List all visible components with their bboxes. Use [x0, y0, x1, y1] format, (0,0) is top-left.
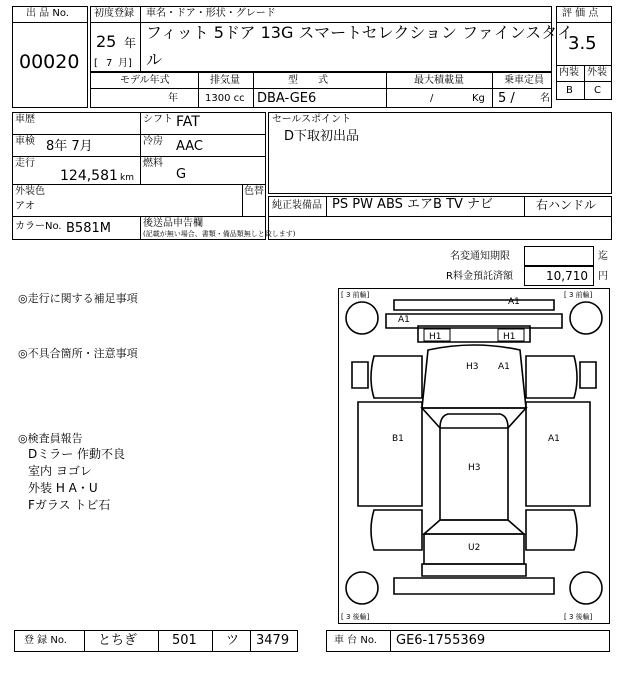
- aftermarket-label: 後送品申告欄: [143, 218, 203, 229]
- recycle-unit: 円: [598, 271, 608, 282]
- steering-value: 右ハンドル: [536, 198, 597, 212]
- front-bumper: [394, 300, 554, 310]
- wheel-front-right: [570, 302, 602, 334]
- shift-label: シフト: [143, 114, 173, 125]
- displacement-label: 排気量: [210, 75, 240, 86]
- max-load-label: 最大積載量: [414, 75, 464, 86]
- left-front-fender: [371, 356, 422, 398]
- equipment-div: [326, 196, 327, 216]
- reg-div-2: [158, 630, 159, 652]
- registration-label: 登 録 No.: [24, 635, 67, 646]
- spec-div-3: [386, 72, 387, 108]
- tire-label-front-right: [ 3 前輪]: [564, 291, 593, 299]
- inspector-line: Dミラー 作動不良: [28, 447, 126, 461]
- displacement-value: 1300 cc: [205, 93, 245, 104]
- type-value: DBA-GE6: [257, 91, 317, 106]
- ac-value: AAC: [176, 139, 203, 154]
- chassis-label: 車 台 No.: [334, 635, 377, 646]
- wheel-rear-left: [346, 572, 378, 604]
- fuel-value: G: [176, 167, 187, 182]
- damage-mark: A1: [508, 297, 520, 307]
- color-no-label: カラーNo.: [15, 221, 62, 232]
- color-label: 外装色: [15, 186, 45, 197]
- color-change-div: [242, 184, 243, 216]
- details-hdiv-1: [12, 134, 266, 135]
- name-change-unit: 迄: [598, 251, 608, 262]
- damage-mark: U2: [468, 543, 481, 553]
- right-mirror: [580, 362, 596, 388]
- details-hdiv-4: [12, 216, 266, 217]
- rear-bumper: [394, 578, 554, 594]
- sales-point-value: D下取初出品: [284, 129, 360, 144]
- chassis-div: [390, 630, 391, 652]
- right-rear-quarter: [526, 510, 577, 550]
- spec-row-mid: [90, 88, 552, 89]
- damage-mark: H3: [466, 362, 479, 372]
- score-value: 3.5: [568, 33, 597, 54]
- capacity-label: 乗車定員: [504, 75, 544, 86]
- first-reg-year: 25: [96, 32, 117, 51]
- capacity-value: 5 /: [498, 91, 515, 106]
- details-hdiv-3: [12, 184, 266, 185]
- recycle-amount: 10,710: [546, 269, 588, 283]
- tire-label-rear-right: [ 3 後輪]: [564, 613, 593, 621]
- color-value: アオ: [15, 201, 35, 212]
- damage-mark: H1: [503, 332, 516, 342]
- equipment-hdiv: [268, 216, 612, 217]
- score-label: 評 価 点: [562, 8, 599, 19]
- left-mirror: [352, 362, 368, 388]
- inspector-line: 外装 H A・U: [28, 481, 98, 495]
- details-hdiv-2: [12, 156, 266, 157]
- first-reg-year-unit: 年: [124, 36, 137, 50]
- right-side-doors: [526, 402, 590, 506]
- car-name-line1: フィット 5ドア 13G スマートセレクション ファインスタイ: [146, 23, 573, 42]
- inspection-label: 車検: [15, 136, 35, 147]
- equipment-value: PS PW ABS エアB TV ナビ: [332, 197, 494, 212]
- hood: [422, 345, 526, 408]
- type-label: 型 式: [288, 75, 328, 86]
- car-name-label: 車名・ドア・形状・グレード: [146, 8, 276, 19]
- diagram-frame: [339, 289, 610, 624]
- reg-div-4: [250, 630, 251, 652]
- mileage-value: 124,581: [60, 168, 118, 184]
- details-vdiv: [140, 112, 141, 184]
- first-reg-divider: [140, 6, 141, 72]
- chassis-number: GE6-1755369: [396, 633, 486, 648]
- score-divider-1: [556, 22, 612, 23]
- aftermarket-note: (記載が無い場合、書類・備品類無しと致します): [143, 230, 296, 238]
- interior-label: 内装: [559, 67, 579, 78]
- max-load-slash: /: [430, 93, 434, 104]
- lot-label: 出 品 No.: [26, 8, 69, 19]
- registration-kana: ツ: [226, 633, 240, 648]
- first-reg-month: 7: [106, 58, 113, 69]
- model-year-label: モデル年式: [120, 75, 170, 86]
- registration-number: 3479: [256, 633, 290, 648]
- first-reg-month-close: 月]: [118, 58, 132, 69]
- max-load-unit: Kg: [472, 93, 485, 104]
- left-rear-quarter: [371, 510, 422, 550]
- name-change-label: 名変通知期限: [450, 251, 510, 262]
- lot-number: 00020: [19, 51, 80, 73]
- right-front-fender: [526, 356, 577, 398]
- damage-mark: H1: [429, 332, 442, 342]
- damage-mark: A1: [498, 362, 510, 372]
- color-no-div: [140, 216, 141, 240]
- tire-label-rear-left: [ 3 後輪]: [341, 613, 370, 621]
- left-side-doors: [358, 402, 422, 506]
- shift-value: FAT: [176, 114, 200, 130]
- steering-div: [524, 196, 525, 216]
- reg-div-3: [212, 630, 213, 652]
- registration-class: 501: [172, 633, 197, 648]
- damage-mark: A1: [398, 315, 410, 325]
- lot-divider: [12, 22, 88, 23]
- exterior-label: 外装: [587, 67, 607, 78]
- rear-plate: [422, 564, 526, 576]
- color-no-value: B581M: [66, 221, 111, 236]
- exterior-grade: C: [594, 85, 601, 96]
- equipment-label: 純正装備品: [272, 200, 322, 211]
- inspector-line: 室内 ヨゴレ: [28, 464, 92, 478]
- mileage-unit: km: [120, 173, 134, 183]
- spec-div-2: [253, 72, 254, 108]
- wheel-front-left: [346, 302, 378, 334]
- ac-label: 冷房: [143, 136, 163, 147]
- rear-window: [424, 520, 524, 534]
- tire-label-front-left: [ 3 前輪]: [341, 291, 370, 299]
- mileage-label: 走行: [15, 158, 35, 169]
- inspector-header: ◎検査員報告: [18, 432, 83, 445]
- damage-mark: H3: [468, 463, 481, 473]
- driving-notes-header: ◎走行に関する補足事項: [18, 292, 138, 305]
- wheel-rear-right: [570, 572, 602, 604]
- score-divider-v: [584, 65, 585, 100]
- sales-point-label: セールスポイント: [272, 114, 352, 125]
- windshield: [422, 408, 526, 428]
- damage-mark: A1: [548, 434, 560, 444]
- reg-div-1: [84, 630, 85, 652]
- inspector-line: Fガラス トビ石: [28, 498, 111, 512]
- defects-header: ◎不具合箇所・注意事項: [18, 347, 138, 360]
- first-reg-month-open: [: [94, 58, 98, 69]
- capacity-unit: 名: [540, 93, 550, 104]
- history-label: 車歴: [15, 114, 35, 125]
- interior-grade: B: [566, 85, 573, 96]
- damage-mark: B1: [392, 434, 404, 444]
- registration-region: とちぎ: [98, 633, 138, 648]
- car-diagram: [338, 288, 610, 624]
- model-year-unit: 年: [168, 93, 178, 104]
- inspection-value: 8年 7月: [46, 139, 93, 154]
- color-change-label: 色替: [244, 186, 264, 197]
- name-change-box: [524, 246, 594, 266]
- car-name-line2: ル: [146, 50, 163, 69]
- recycle-label: R料金預託済額: [446, 271, 513, 282]
- first-reg-label: 初度登録: [94, 8, 134, 19]
- fuel-label: 燃料: [143, 158, 163, 169]
- spec-div-1: [198, 72, 199, 108]
- spec-div-4: [492, 72, 493, 108]
